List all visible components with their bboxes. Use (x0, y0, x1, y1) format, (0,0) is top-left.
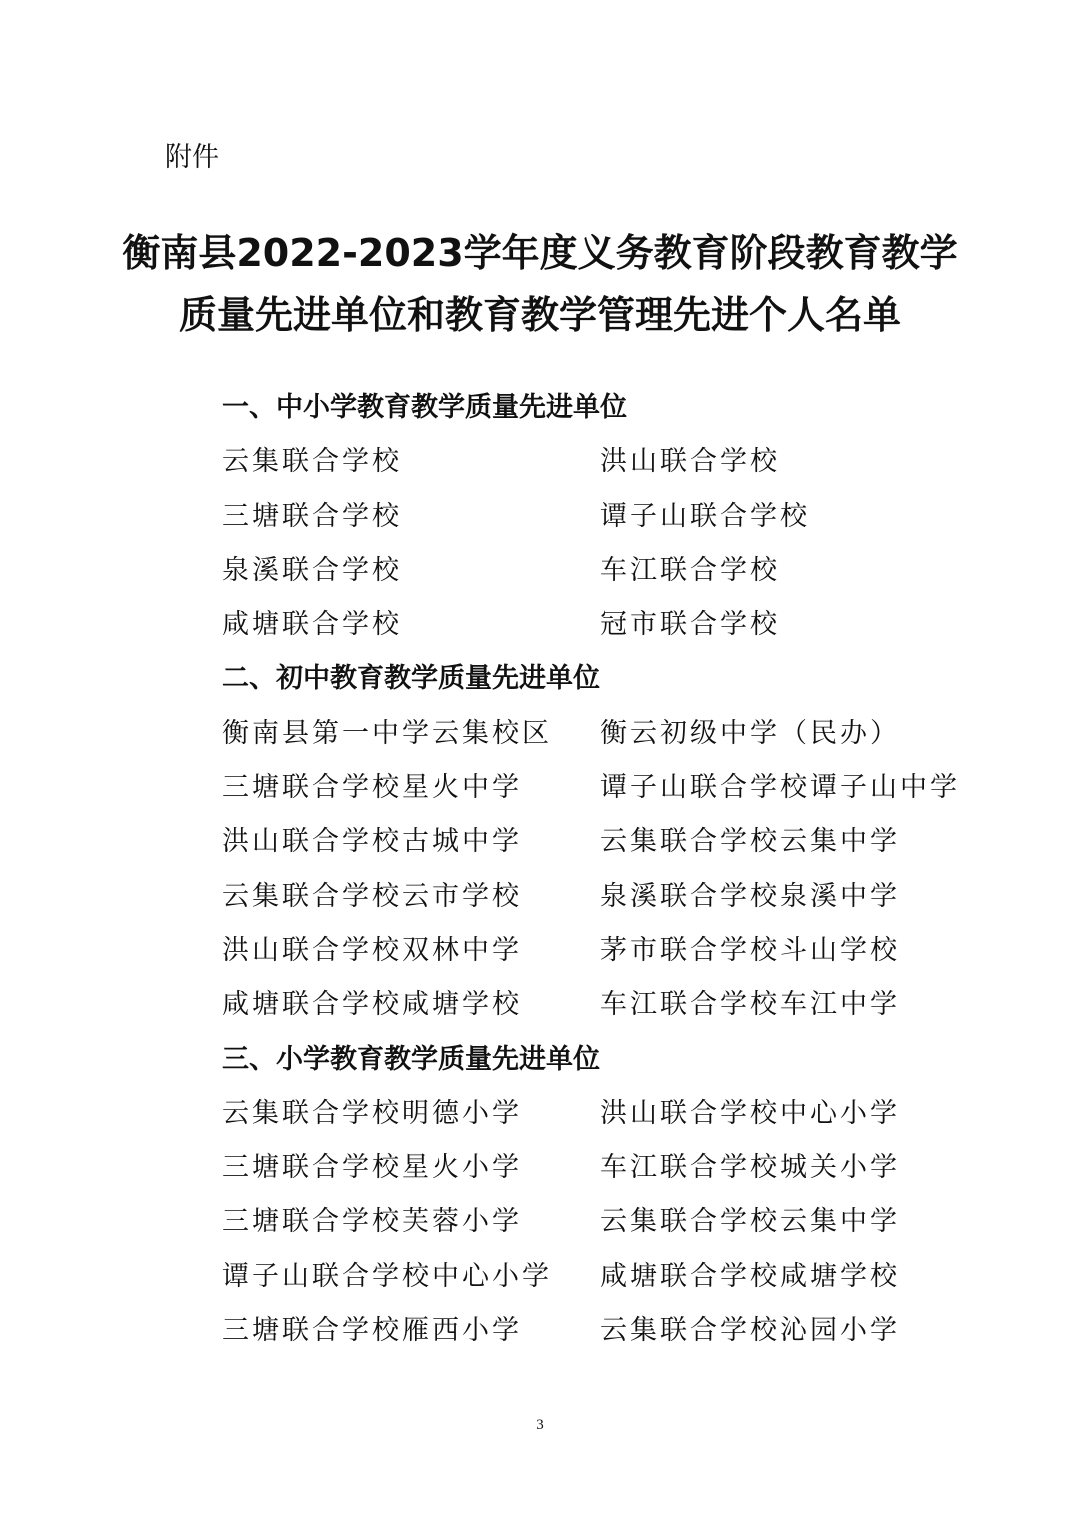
unit-name-left: 云集联合学校云市学校 (222, 880, 522, 912)
attachment-label: 附件 (165, 142, 219, 173)
unit-name-left: 三塘联合学校雁西小学 (222, 1315, 522, 1347)
list-row (222, 870, 942, 924)
title-line-1: 衡南县2022-2023学年度义务教育阶段教育教学 (122, 231, 958, 275)
list-row (222, 1087, 942, 1141)
unit-name-right: 冠市联合学校 (600, 609, 780, 641)
unit-name-right: 车江联合学校车江中学 (600, 989, 900, 1021)
unit-name-right: 衡云初级中学（民办） (600, 717, 900, 749)
unit-name-left: 三塘联合学校 (222, 500, 402, 532)
unit-name-left: 三塘联合学校芙蓉小学 (222, 1206, 522, 1238)
unit-name-left: 三塘联合学校星火中学 (222, 772, 522, 804)
unit-name-left: 洪山联合学校双林中学 (222, 934, 522, 966)
unit-name-right: 云集联合学校云集中学 (600, 1206, 900, 1238)
unit-name-left: 三塘联合学校星火小学 (222, 1152, 522, 1184)
unit-name-right: 谭子山联合学校 (600, 500, 810, 532)
unit-name-right: 洪山联合学校中心小学 (600, 1097, 900, 1129)
section-heading-2: 二、初中教育教学质量先进单位 (222, 663, 600, 695)
list-row (222, 815, 942, 869)
list-row (222, 1195, 942, 1249)
unit-name-right: 车江联合学校城关小学 (600, 1152, 900, 1184)
page-number: 3 (536, 1417, 544, 1433)
unit-name-left: 衡南县第一中学云集校区 (222, 717, 552, 749)
document-title (0, 222, 1080, 346)
unit-name-left: 云集联合学校明德小学 (222, 1097, 522, 1129)
unit-name-right: 云集联合学校云集中学 (600, 826, 900, 858)
title-line-2: 质量先进单位和教育教学管理先进个人名单 (178, 293, 901, 337)
unit-name-right: 洪山联合学校 (600, 446, 780, 478)
list-row (222, 707, 942, 761)
list-row (222, 598, 942, 652)
list-row (222, 761, 960, 815)
unit-name-left: 谭子山联合学校中心小学 (222, 1260, 552, 1292)
unit-name-left: 咸塘联合学校咸塘学校 (222, 989, 522, 1021)
unit-name-right: 车江联合学校 (600, 554, 780, 586)
unit-name-right: 泉溪联合学校泉溪中学 (600, 880, 900, 912)
section-heading-1: 一、中小学教育教学质量先进单位 (222, 392, 627, 423)
list-row (222, 435, 942, 489)
list-row (222, 1250, 942, 1304)
list-row (222, 544, 942, 598)
section-heading-3: 三、小学教育教学质量先进单位 (222, 1043, 600, 1075)
unit-name-left: 咸塘联合学校 (222, 609, 402, 641)
unit-name-right: 茅市联合学校斗山学校 (600, 934, 900, 966)
list-row (222, 1141, 942, 1195)
unit-name-left: 洪山联合学校古城中学 (222, 826, 522, 858)
unit-name-right: 咸塘联合学校咸塘学校 (600, 1260, 900, 1292)
unit-name-left: 泉溪联合学校 (222, 554, 402, 586)
unit-name-right: 云集联合学校沁园小学 (600, 1315, 900, 1347)
unit-name-left: 云集联合学校 (222, 446, 402, 478)
list-row (222, 1304, 942, 1358)
list-row (222, 978, 942, 1032)
unit-name-right: 谭子山联合学校谭子山中学 (600, 772, 960, 804)
list-row (222, 924, 942, 978)
unit-list (222, 381, 960, 1358)
list-row (222, 490, 942, 544)
